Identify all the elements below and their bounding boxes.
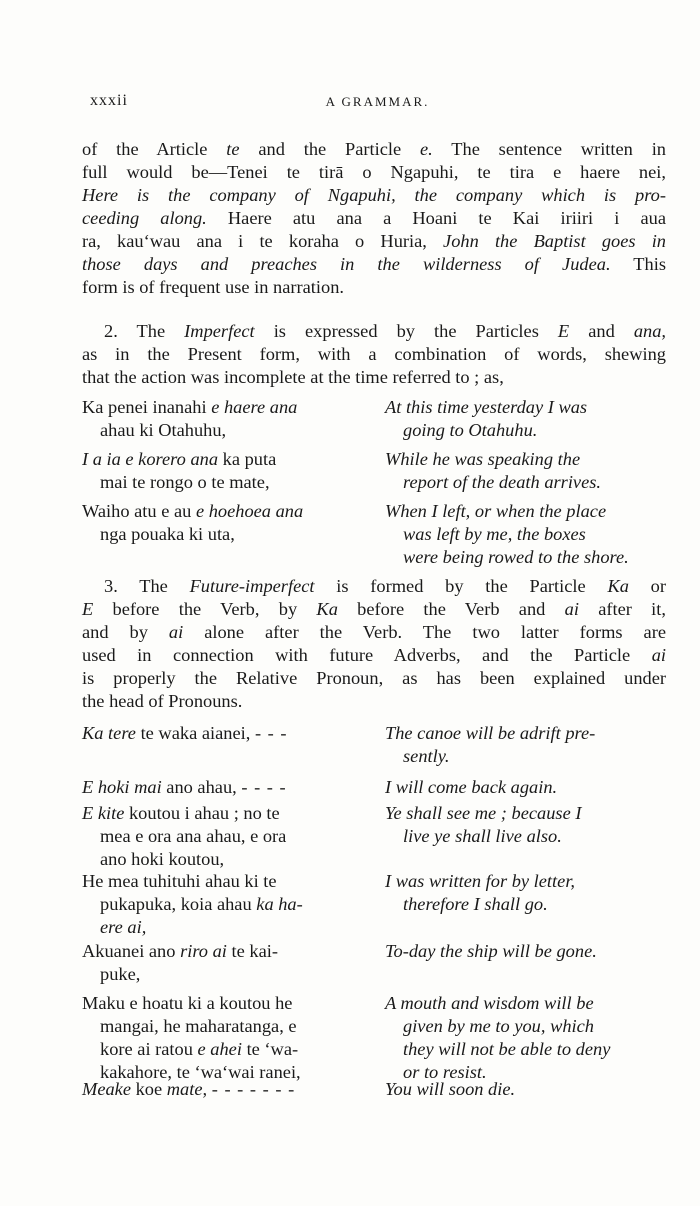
italic-text: E: [557, 321, 570, 341]
running-title: A GRAMMAR.: [325, 94, 430, 109]
english-line: were being rowed to the shore.: [403, 547, 629, 567]
maori-line: He mea tuhituhi ahau ki te: [82, 871, 277, 891]
english-line: given by me to you, which: [403, 1016, 595, 1036]
italic-text: E hoki mai: [82, 777, 162, 797]
italic-text: ai: [651, 645, 666, 665]
text-line: 3. The Future-imperfect is formed by the Particle Ka or: [104, 576, 666, 596]
italic-text: ai: [168, 622, 184, 642]
english-line: sently.: [403, 746, 450, 766]
english-line: The canoe will be adrift pre-: [385, 723, 596, 743]
maori-line: pukapuka, koia ahau ka ha-: [100, 894, 303, 914]
italic-text: e.: [420, 139, 433, 159]
page-number: xxxii: [90, 92, 128, 109]
english-line: While he was speaking the: [385, 449, 581, 469]
italic-text: te: [226, 139, 240, 159]
english-translation: [385, 1078, 666, 1101]
english-translation: [385, 722, 666, 768]
text-line: [82, 184, 666, 207]
italic-text: ere ai,: [100, 917, 147, 937]
maori-example: [82, 396, 367, 442]
italic-text: ai: [564, 599, 579, 619]
leader-dashes: - - - -: [241, 777, 287, 797]
english-line: I was written for by letter,: [385, 871, 576, 891]
italic-text: riro ai: [180, 941, 227, 961]
maori-line: mai te rongo o te mate,: [100, 472, 270, 492]
page-header: [90, 92, 665, 116]
english-line: To-day the ship will be gone.: [385, 941, 597, 961]
maori-line: mea e ora ana ahau, e ora: [100, 826, 287, 846]
italic-text: Here is the company of Ngapuhi, the company which is pro-: [82, 185, 666, 205]
italic-text: Meake: [82, 1079, 132, 1099]
english-line: or to resist.: [403, 1062, 487, 1082]
italic-text: I a ia e korero ana: [82, 449, 219, 469]
text-line: full would be—Tenei te tirā o Ngapuhi, te tira e haere nei,: [82, 162, 666, 182]
english-translation: [385, 500, 666, 569]
italic-text: e ahei: [197, 1039, 242, 1059]
english-line: I will come back again.: [385, 777, 558, 797]
italic-text: e haere ana: [211, 397, 298, 417]
maori-line: kore ai ratou e ahei te ‘wa-: [100, 1039, 299, 1059]
english-line: A mouth and wisdom will be: [385, 993, 594, 1013]
english-line: At this time yesterday I was: [385, 397, 588, 417]
maori-example: [82, 940, 367, 986]
text-line: is properly the Relative Pronoun, as has been explained under: [82, 668, 666, 688]
maori-example: [82, 448, 367, 494]
maori-line: I a ia e korero ana ka puta: [82, 449, 277, 469]
italic-text: E: [82, 599, 94, 619]
text-line: form is of frequent use in narration.: [82, 277, 344, 297]
maori-example: [82, 870, 367, 939]
text-line: ceeding along. Haere atu ana a Hoani te Kai iriiri i aua: [82, 208, 666, 228]
english-line: was left by me, the boxes: [403, 524, 586, 544]
maori-example: [82, 1078, 367, 1101]
english-translation: [385, 448, 666, 494]
italic-text: Imperfect: [184, 321, 255, 341]
italic-text: ka ha-: [256, 894, 303, 914]
text-line: the head of Pronouns.: [82, 691, 243, 711]
maori-line: E kite koutou i ahau ; no te: [82, 803, 280, 823]
italic-text: ceeding along.: [82, 208, 207, 228]
maori-line: Waiho atu e au e hoehoea ana: [82, 501, 304, 521]
maori-example: [82, 802, 367, 871]
maori-line: Ka tere te waka aianei, - - -: [82, 723, 288, 743]
english-line: they will not be able to deny: [403, 1039, 611, 1059]
italic-text: John the Baptist goes in: [443, 231, 667, 251]
text-line: used in connection with future Adverbs, and the Particle ai: [82, 645, 666, 665]
maori-line: E hoki mai ano ahau, - - - -: [82, 777, 287, 797]
maori-line: Meake koe mate, - - - - - - -: [82, 1079, 296, 1099]
maori-line: nga pouaka ki uta,: [100, 524, 235, 544]
leader-dashes: - - -: [254, 723, 288, 743]
text-line: 2. The Imperfect is expressed by the Particles E and ana,: [104, 321, 667, 341]
text-line: those days and preaches in the wilderness of Judea. This: [82, 254, 666, 274]
italic-text: E kite: [82, 803, 125, 823]
text-line: of the Article te and the Particle e. The sentence written in: [82, 139, 666, 159]
text-line: that the action was incomplete at the time referred to ; as,: [82, 367, 504, 387]
maori-example: [82, 722, 367, 745]
english-line: Ye shall see me ; because I: [385, 803, 582, 823]
maori-example: [82, 776, 367, 799]
maori-line: ano hoki koutou,: [100, 849, 225, 869]
text-line: and by ai alone after the Verb. The two latter forms are: [82, 622, 666, 642]
maori-line: mangai, he maharatanga, e: [100, 1016, 297, 1036]
english-translation: [385, 776, 666, 799]
maori-line: [82, 916, 367, 939]
italic-text: Future-imperfect: [189, 576, 315, 596]
english-line: live ye shall live also.: [403, 826, 562, 846]
italic-text: e hoehoea ana: [195, 501, 304, 521]
maori-line: Ka penei inanahi e haere ana: [82, 397, 298, 417]
english-line: going to Otahuhu.: [403, 420, 538, 440]
paragraph-imperfect: [82, 320, 666, 389]
maori-line: puke,: [100, 964, 141, 984]
italic-text: those days and preaches in the wilderness of Judea.: [82, 254, 611, 274]
english-translation: [385, 870, 666, 916]
paragraph-imperfect-narration: [82, 138, 666, 299]
text-line: ra, kau‘wau ana i te koraha o Huria, John the Baptist goes in: [82, 231, 667, 251]
english-translation: [385, 940, 666, 963]
maori-example: [82, 500, 367, 546]
italic-text: Ka tere: [82, 723, 136, 743]
english-line: When I left, or when the place: [385, 501, 607, 521]
english-line: You will soon die.: [385, 1079, 516, 1099]
english-translation: [385, 992, 666, 1084]
paragraph-future-imperfect: [82, 575, 666, 713]
english-translation: [385, 396, 666, 442]
italic-text: mate,: [166, 1079, 208, 1099]
english-line: report of the death arrives.: [403, 472, 602, 492]
maori-example: [82, 992, 367, 1084]
italic-text: Ka: [316, 599, 338, 619]
english-line: therefore I shall go.: [403, 894, 548, 914]
english-translation: [385, 802, 666, 848]
maori-line: kakahore, te ‘wa‘wai ranei,: [100, 1062, 301, 1082]
italic-text: ana,: [633, 321, 667, 341]
maori-line: Akuanei ano riro ai te kai-: [82, 941, 278, 961]
maori-line: ahau ki Otahuhu,: [100, 420, 227, 440]
leader-dashes: - - - - - - -: [211, 1079, 296, 1099]
italic-text: Ka: [607, 576, 629, 596]
maori-line: Maku e hoatu ki a koutou he: [82, 993, 293, 1013]
text-line: as in the Present form, with a combination of words, shewing: [82, 344, 666, 364]
text-line: E before the Verb, by Ka before the Verb and ai after it,: [82, 599, 666, 619]
